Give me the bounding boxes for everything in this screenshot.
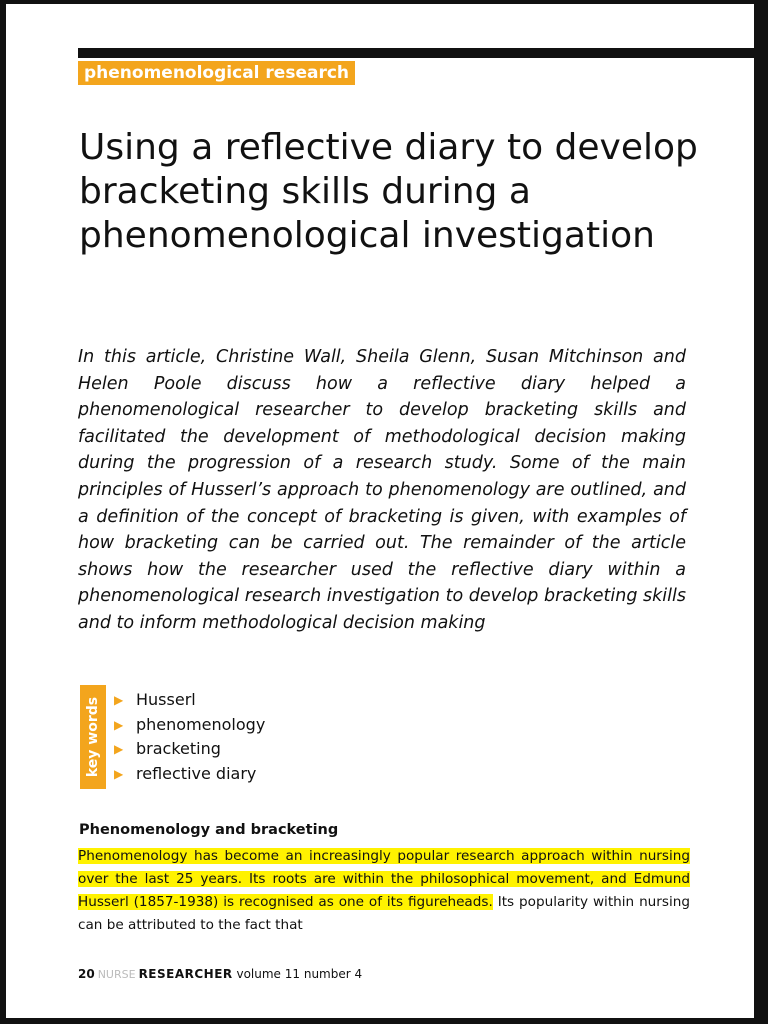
triangle-bullet-icon: ▶ [114, 766, 124, 781]
triangle-bullet-icon: ▶ [114, 742, 124, 756]
article-page [6, 4, 754, 1018]
page-footer [78, 966, 362, 983]
triangle-bullet-icon: ▶ [114, 693, 124, 707]
article-abstract: In this article, Christine Wall, Sheila Glenn, Susan Mitchinson and Helen Poole discuss how a reflective diary helped a phenomenological researcher to develop bracketing skills and facilitated the development of methodological decision making during the progression of a research study. Some of the main principles of Husserl’s approach to phenomenology are outlined, and a definition of the concept of bracketing is given, with examples of how bracketing can be carried out. The remainder of the article shows how the researcher used the reflective diary within a phenomenological research investigation to develop bracketing skills and to inform methodological decision making [78, 347, 686, 633]
triangle-bullet-icon: ▶ [114, 717, 124, 732]
keyword-text: Husserl [136, 690, 196, 709]
keyword-item [114, 762, 265, 787]
body-text-rest: Its popularity within nursing can be attributed to the fact that [78, 894, 690, 933]
scan-edge [754, 0, 768, 1024]
highlighted-text: Phenomenology has become an increasingly popular research approach within nursing over the last 25 years. Its roots are within the philosophical movement, and Edmund Husserl (1857-1938) is recognised as one of its figureheads. [78, 848, 690, 910]
keyword-item [114, 713, 265, 738]
journal-name: RESEARCHER [138, 967, 233, 981]
section-tag: phenomenological research [78, 61, 355, 85]
keyword-text: phenomenology [136, 714, 266, 734]
article-title: Using a reflective diary to develop bracketing skills during a phenomenological investigation [79, 127, 698, 256]
journal-prefix: NURSE [97, 968, 136, 981]
keyword-text: bracketing [136, 739, 221, 758]
keyword-text: reflective diary [136, 763, 257, 783]
keywords-list [114, 688, 265, 786]
journal-volume: volume 11 number 4 [236, 967, 363, 981]
page-number: 20 [78, 967, 95, 981]
section-heading: Phenomenology and bracketing [79, 822, 339, 838]
keyword-item [114, 737, 265, 762]
body-paragraph [78, 845, 690, 937]
header-rule [78, 48, 754, 58]
keywords-label: key words [85, 696, 101, 778]
keyword-item [114, 688, 265, 713]
